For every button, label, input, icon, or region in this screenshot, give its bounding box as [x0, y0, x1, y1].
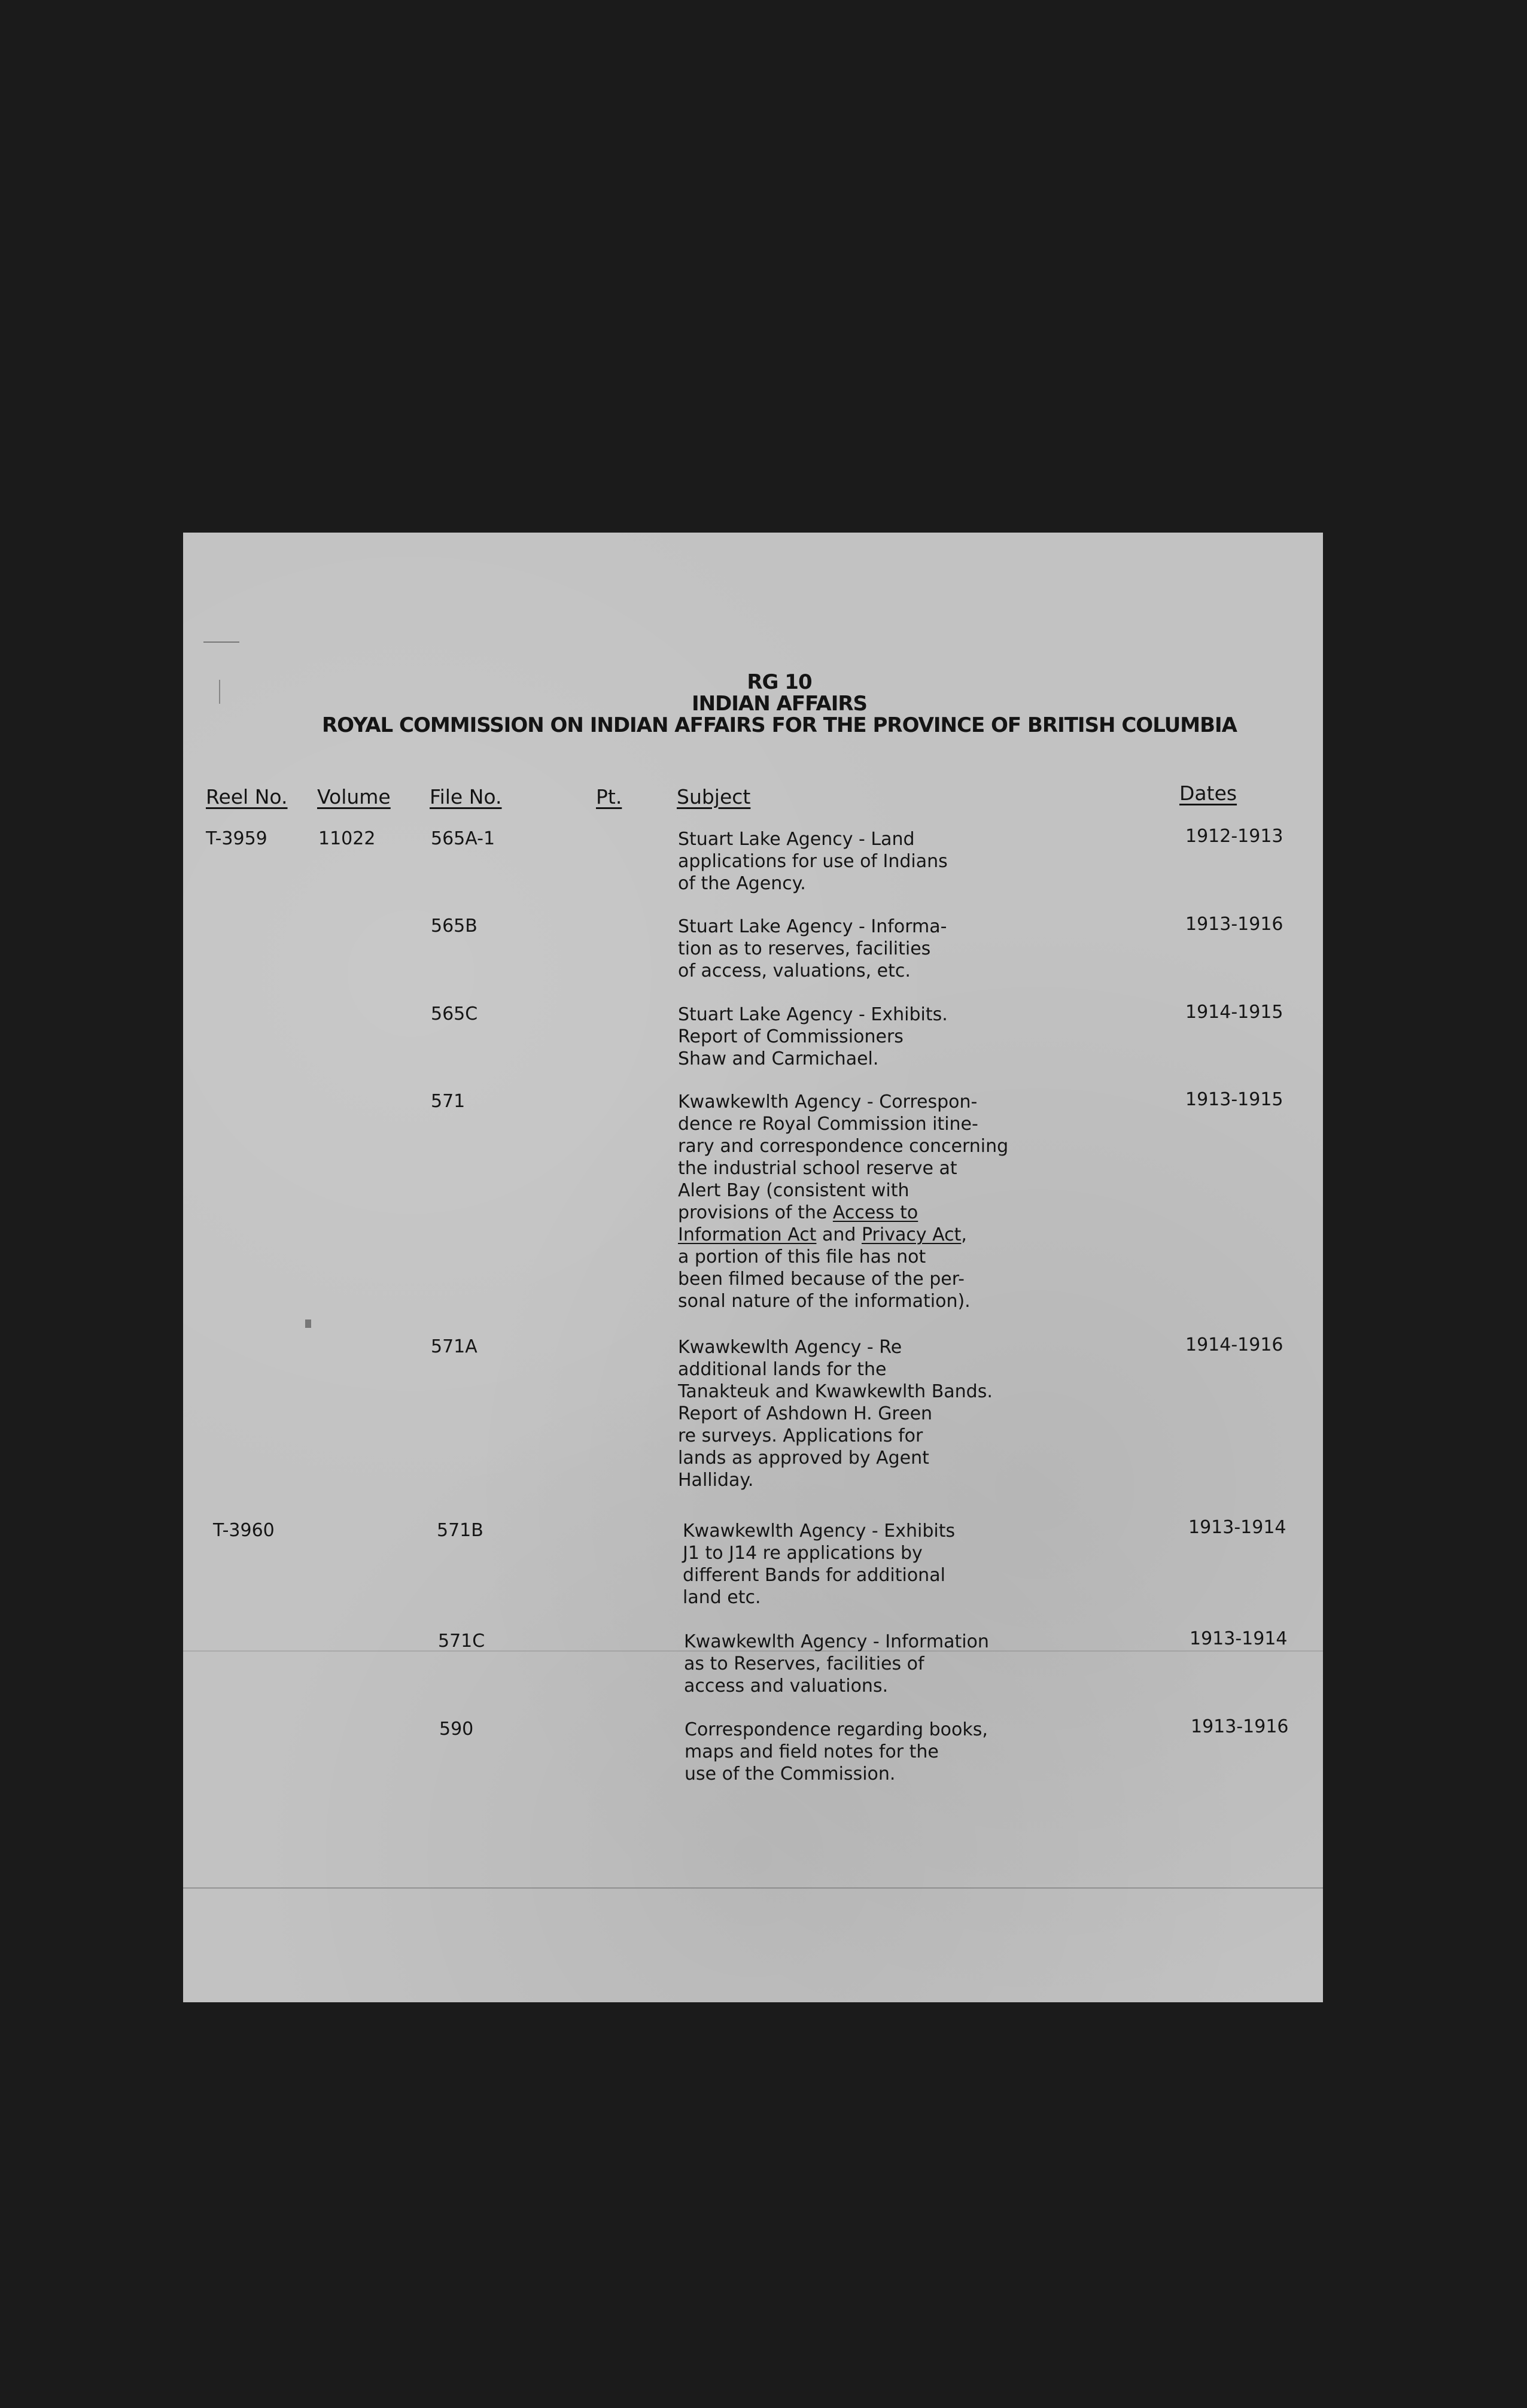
file-number: 565C [431, 1004, 478, 1024]
department-title: INDIAN AFFAIRS [691, 692, 868, 716]
file-number: 571C [438, 1631, 485, 1652]
record-group-title: RG 10 [747, 670, 812, 694]
margin-mark [305, 1319, 311, 1328]
date-range: 1913-1914 [1190, 1628, 1288, 1649]
subject-text: Stuart Lake Agency - Land applications for use of Indians of the Agency. [678, 829, 948, 894]
subject-text: Kwawkewlth Agency - Exhibits J1 to J14 re applications by different Bands for additional land etc. [683, 1521, 956, 1608]
subject-text: Kwawkewlth Agency - Information as to Reserves, facilities of access and valuations. [684, 1631, 989, 1696]
subject-text: Kwawkewlth Agency - Correspon- dence re Royal Commission itine- rary and correspondence concerning the industrial school reserve at Alert Bay (consistent with provisions of the Access to Information Act and Privacy Act, a portion of this file has not been filmed because of the per- sonal nature of the information). [678, 1091, 1009, 1312]
reel-number: T-3960 [213, 1520, 275, 1541]
file-number: 571A [431, 1336, 477, 1357]
date-range: 1912-1913 [1185, 826, 1283, 847]
scan-line [183, 1650, 1323, 1652]
column-header-volume: Volume [317, 785, 391, 808]
file-number: 571 [431, 1091, 466, 1112]
file-number: 571B [437, 1520, 483, 1541]
column-header-pt: Pt. [596, 785, 622, 808]
date-range: 1913-1916 [1191, 1716, 1289, 1737]
date-range: 1914-1916 [1185, 1334, 1283, 1355]
act-title-link-text: Access to [832, 1202, 918, 1223]
file-number: 565A-1 [431, 828, 495, 849]
date-range: 1913-1916 [1185, 914, 1283, 935]
date-range: 1913-1914 [1188, 1517, 1286, 1538]
date-range: 1914-1915 [1185, 1002, 1283, 1023]
column-header-subject: Subject [677, 785, 751, 808]
reel-number: T-3959 [206, 828, 267, 849]
subject-text: Stuart Lake Agency - Exhibits. Report of Commissioners Shaw and Carmichael. [678, 1004, 948, 1069]
subject-text: Kwawkewlth Agency - Re additional lands for the Tanakteuk and Kwawkewlth Bands. Report of Ashdown H. Green re surveys. Applications for lands as approved by Agent Halliday. [678, 1337, 993, 1491]
file-number: 590 [439, 1719, 474, 1740]
subject-text: Stuart Lake Agency - Informa- tion as to reserves, facilities of access, valuations, etc. [678, 916, 947, 981]
margin-mark [219, 680, 220, 704]
document-page [183, 533, 1323, 2002]
volume-number: 11022 [318, 828, 376, 849]
column-header-reel: Reel No. [206, 785, 288, 808]
date-range: 1913-1915 [1185, 1089, 1283, 1110]
subject-text: Correspondence regarding books, maps and field notes for the use of the Commission. [685, 1719, 988, 1784]
file-number: 565B [431, 916, 477, 937]
scan-line [183, 1887, 1323, 1889]
column-header-file: File No. [430, 785, 502, 808]
margin-mark [203, 641, 239, 643]
commission-title: ROYAL COMMISSION ON INDIAN AFFAIRS FOR THE PROVINCE OF BRITISH COLUMBIA [322, 713, 1237, 737]
column-header-dates: Dates [1179, 782, 1237, 805]
